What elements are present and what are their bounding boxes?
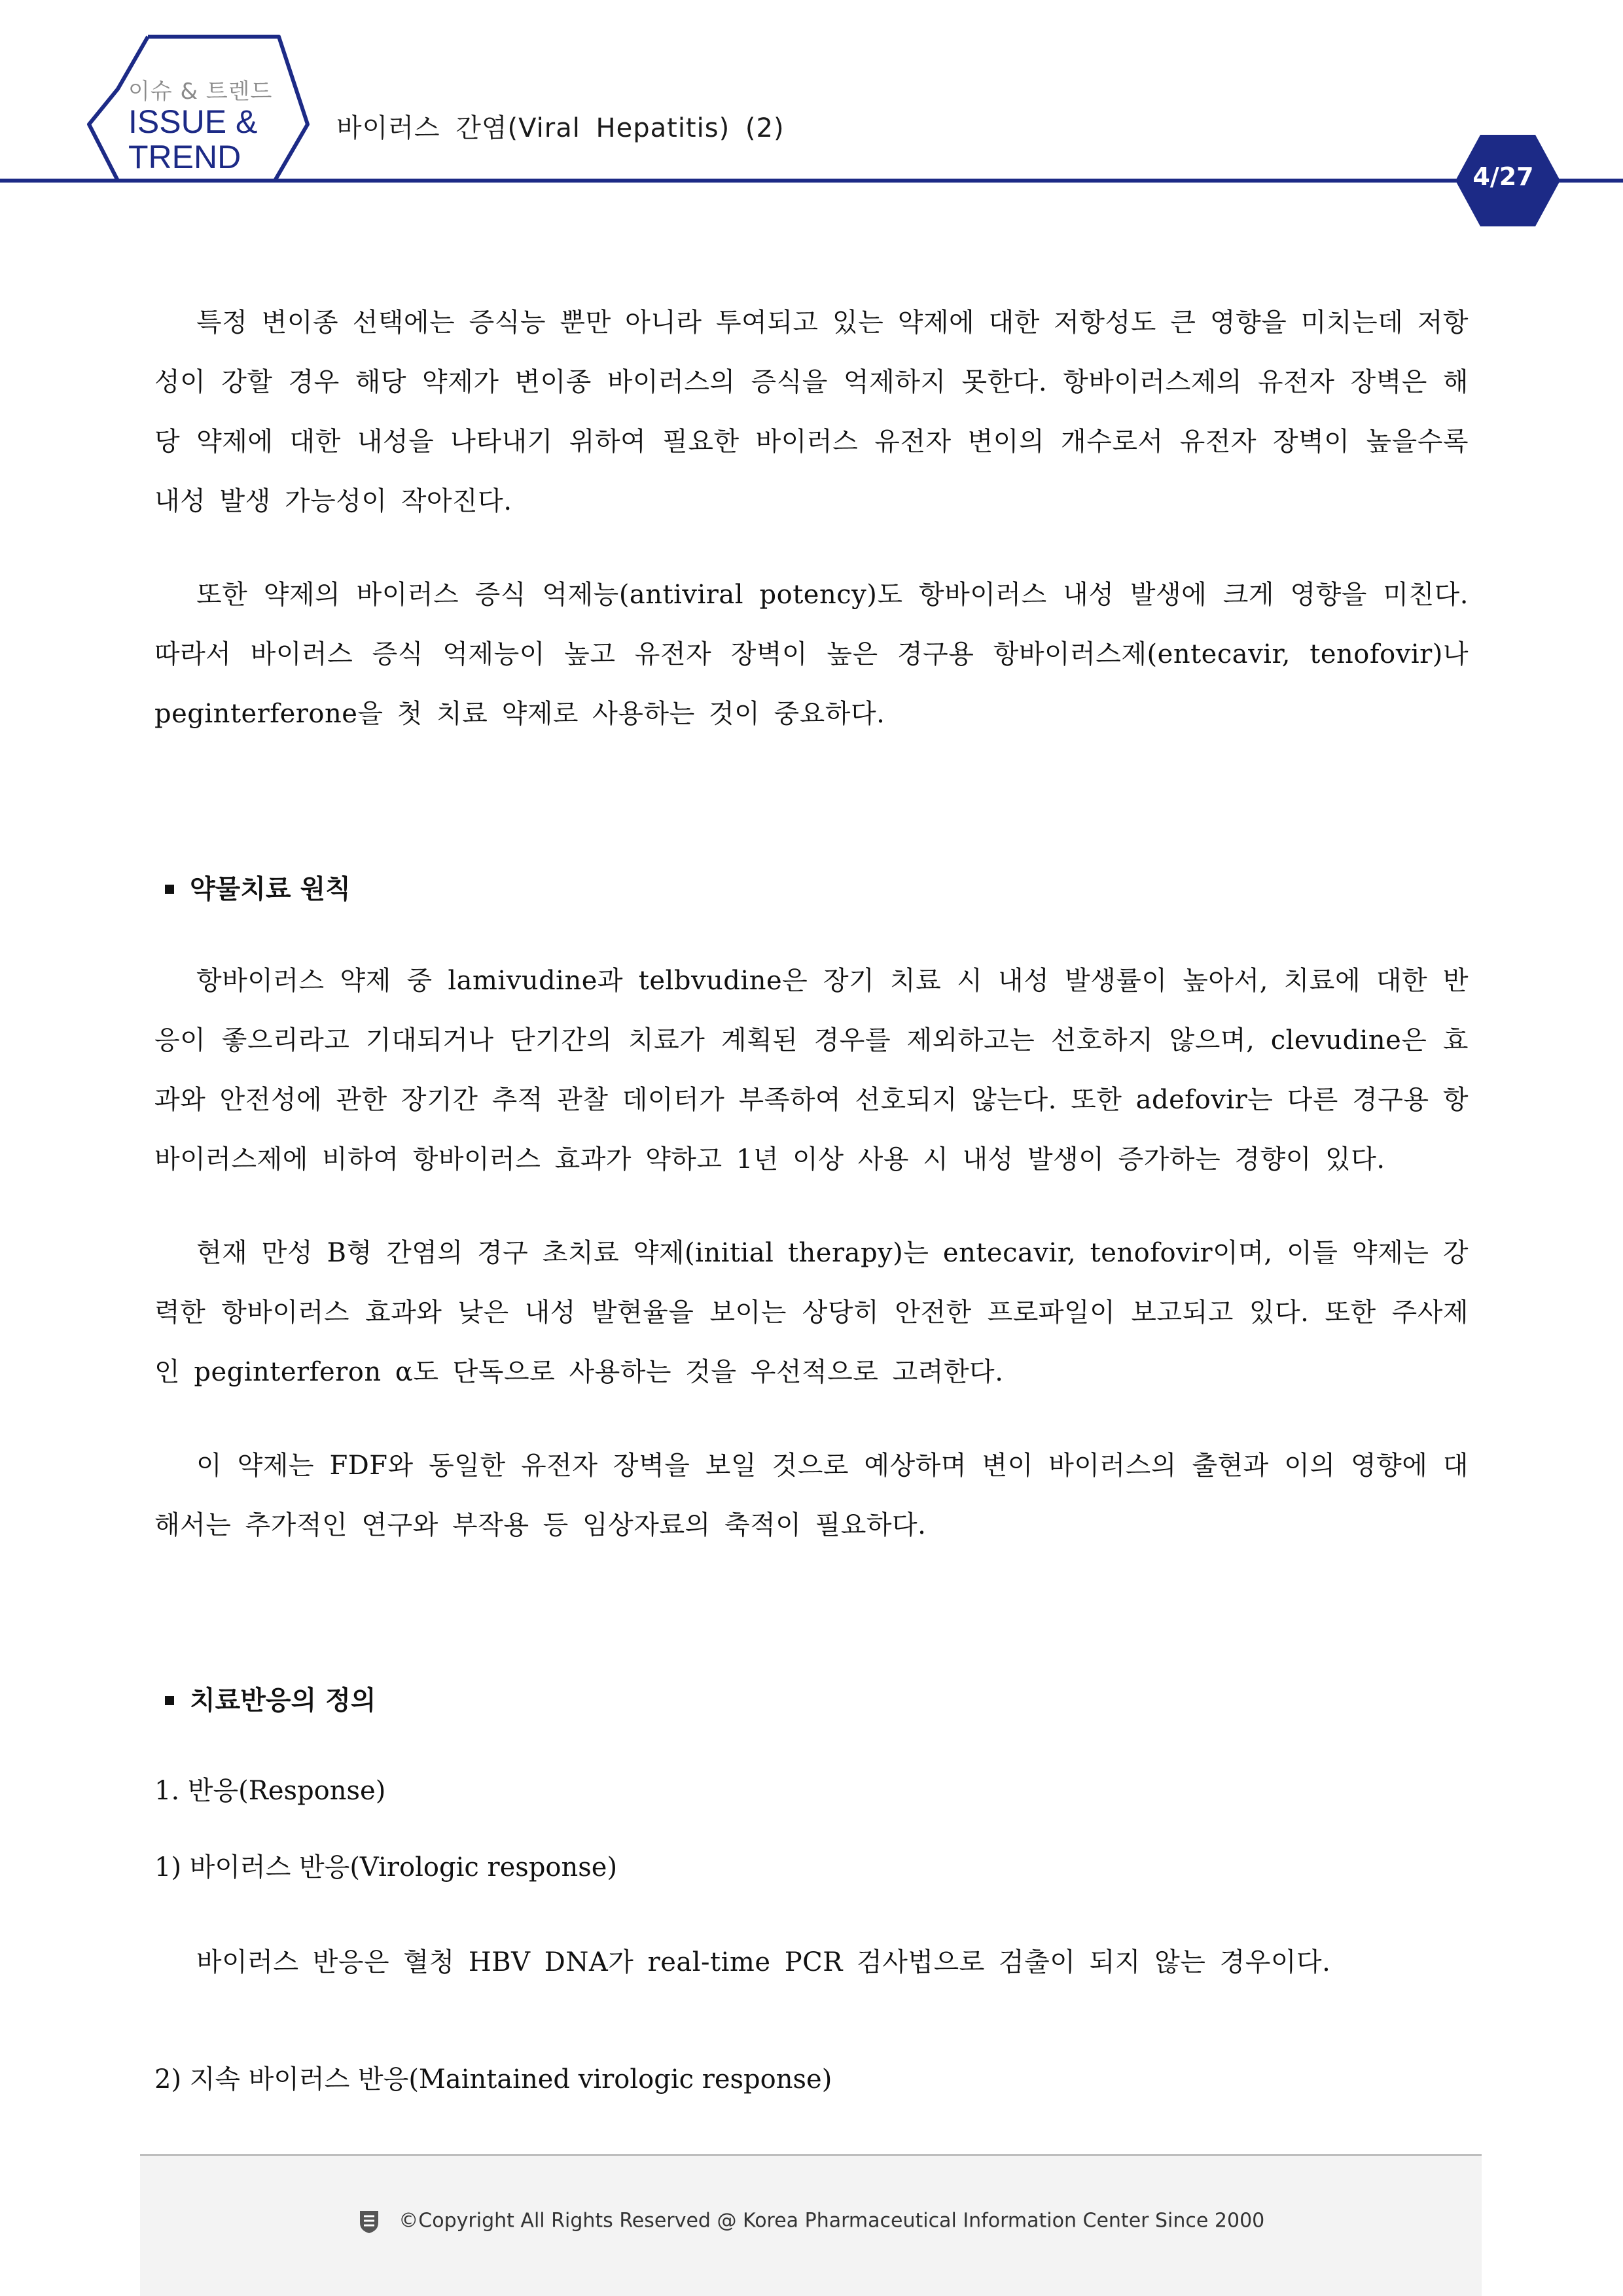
paragraph: 현재 만성 B형 간염의 경구 초치료 약제(initial therapy)는 entecavir, tenofovir이며, 이들 약제는 강력한 항바이러스 효과와 낮은 내성 발현율을 보이는 상당히 안전한 프로파일이 보고되고 있다. 또한 주사제인 peginterferon α도 단독으로 사용하는 것을 우선적으로 고려한다.: [154, 1238, 1469, 1387]
section-heading: [154, 1670, 1469, 1730]
section-heading: [154, 859, 1469, 919]
numbered-heading: 1. 반응(Response): [154, 1776, 386, 1806]
badge-issue: ISSUE &: [128, 103, 258, 140]
page-header: [0, 0, 1623, 236]
square-bullet-icon: [165, 1696, 174, 1705]
paragraph: 또한 약제의 바이러스 증식 억제능(antiviral potency)도 항바이러스 내성 발생에 크게 영향을 미친다. 따라서 바이러스 증식 억제능이 높고 유전자 장벽이 높은 경구용 항바이러스제(entecavir, tenofovir)나 peginterferone을 첫 치료 약제로 사용하는 것이 중요하다.: [154, 580, 1469, 729]
paragraph: 항바이러스 약제 중 lamivudine과 telbvudine은 장기 치료 시 내성 발생률이 높아서, 치료에 대한 반응이 좋으리라고 기대되거나 단기간의 치료가 계획된 경우를 제외하고는 선호하지 않으며, clevudine은 효과와 안전성에 관한 장기간 추적 관찰 데이터가 부족하여 선호되지 않는다. 또한 adefovir는 다른 경구용 항바이러스제에 비하여 항바이러스 효과가 약하고 1년 이상 사용 시 내성 발생이 증가하는 경향이 있다.: [154, 966, 1469, 1174]
badge-trend: TREND: [128, 139, 241, 175]
section-heading-text: 치료반응의 정의: [190, 1685, 376, 1716]
page-number: 4/27: [1472, 162, 1534, 191]
section-heading-text: 약물치료 원칙: [190, 874, 351, 904]
square-bullet-icon: [165, 885, 174, 894]
numbered-subheading: 1) 바이러스 반응(Virologic response): [154, 1852, 618, 1882]
badge-subtitle: 이슈 & 트렌드: [128, 79, 273, 105]
paragraph: 특정 변이종 선택에는 증식능 뿐만 아니라 투여되고 있는 약제에 대한 저항성도 큰 영향을 미치는데 저항성이 강할 경우 해당 약제가 변이종 바이러스의 증식을 억제하지 못한다. 항바이러스제의 유전자 장벽은 해당 약제에 대한 내성을 나타내기 위하여 필요한 바이러스 유전자 변이의 개수로서 유전자 장벽이 높을수록 내성 발생 가능성이 작아진다.: [154, 308, 1469, 516]
document-body: [154, 293, 1469, 2110]
numbered-subheading: 2) 지속 바이러스 반응(Maintained virologic response): [154, 2064, 832, 2094]
page-title: 바이러스 간염(Viral Hepatitis) (2): [336, 113, 785, 143]
kpic-logo-icon: [357, 2208, 381, 2234]
paragraph: 바이러스 반응은 혈청 HBV DNA가 real-time PCR 검사법으로 검출이 되지 않는 경우이다.: [196, 1947, 1331, 1977]
paragraph: 이 약제는 FDF와 동일한 유전자 장벽을 보일 것으로 예상하며 변이 바이러스의 출현과 이의 영향에 대해서는 추가적인 연구와 부작용 등 임상자료의 축적이 필요하다.: [154, 1451, 1469, 1540]
page-footer: [140, 2154, 1482, 2296]
copyright-text: ©Copyright All Rights Reserved @ Korea Pharmaceutical Information Center Since 2000: [399, 2209, 1265, 2233]
